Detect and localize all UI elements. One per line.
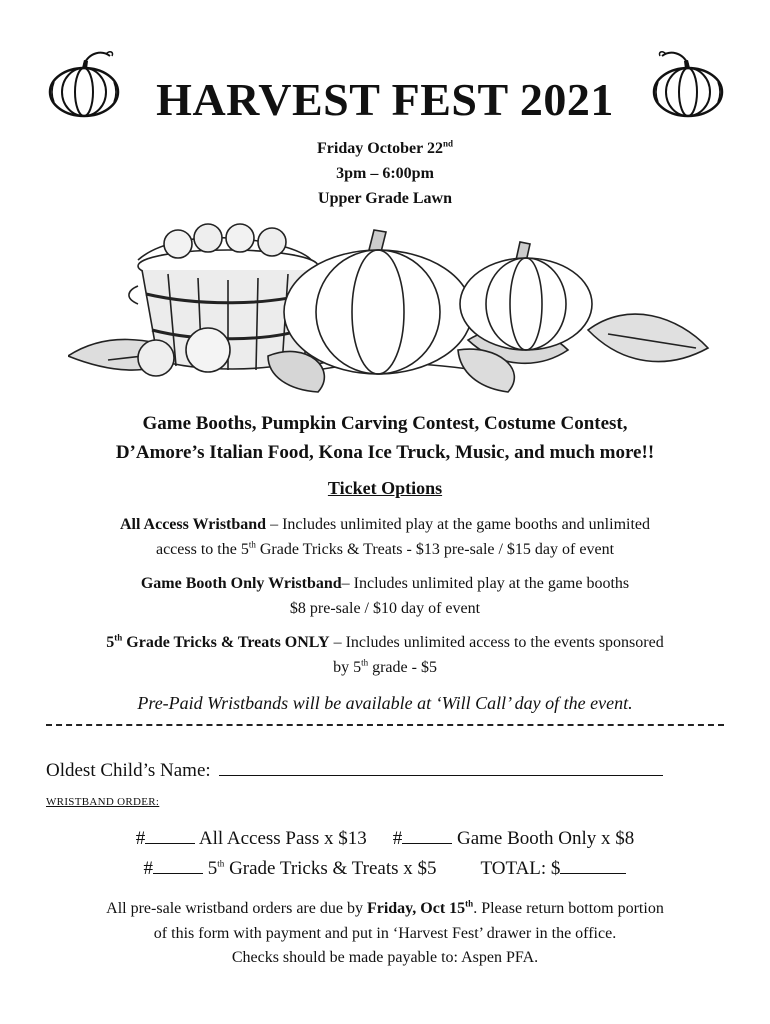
tricks-treats-label-b: Grade Tricks & Treats x $5	[224, 858, 437, 879]
wristband-order-heading: WRISTBAND ORDER:	[46, 796, 160, 808]
deadline-note	[0, 896, 770, 921]
tricks-treats-name-a: 5	[106, 634, 115, 651]
hash-symbol: #	[135, 828, 146, 849]
payment-instructions: Checks should be made payable to: Aspen PFA.	[231, 949, 539, 966]
ticket-options-heading: Ticket Options	[327, 478, 443, 498]
game-booth-desc: – Includes unlimited play at the game booths	[341, 575, 630, 592]
all-access-detail-b: Grade Tricks & Treats - $13 pre-sale / $15 day of event	[255, 541, 615, 558]
total-label: TOTAL: $	[480, 858, 561, 879]
tricks-treats-desc: – Includes unlimited access to the events sponsored	[329, 634, 664, 651]
child-name-field[interactable]	[219, 757, 663, 776]
game-booth-only-label: Game Booth Only x $8	[452, 828, 635, 849]
prepaid-note: Pre-Paid Wristbands will be available at ‘Will Call’ day of the event.	[137, 693, 633, 713]
page-title: HARVEST FEST 2021	[156, 74, 614, 125]
game-booth-name: Game Booth Only Wristband	[140, 575, 342, 592]
event-date-suffix: nd	[442, 138, 453, 149]
hash-symbol: #	[143, 858, 154, 879]
game-booth-price: $8 pre-sale / $10 day of event	[289, 600, 481, 617]
event-location: Upper Grade Lawn	[318, 190, 452, 207]
child-name-row	[46, 757, 663, 785]
event-time: 3pm – 6:00pm	[336, 165, 434, 182]
all-access-pass-label: All Access Pass x $13	[195, 828, 367, 849]
activities-line-1: Game Booths, Pumpkin Carving Contest, Costume Contest,	[142, 413, 628, 434]
tricks-treats-name	[106, 634, 329, 651]
cut-line-divider	[46, 724, 724, 726]
tricks-treats-label-a: 5	[203, 858, 218, 879]
deadline-date-text: Friday, Oct 15	[366, 900, 466, 917]
tricks-treats-name-b: Grade Tricks & Treats ONLY	[122, 634, 330, 651]
total-amount-field[interactable]	[560, 857, 626, 874]
ordinal-suffix: th	[217, 858, 225, 869]
ordinal-suffix: th	[248, 539, 256, 550]
all-access-option-detail	[0, 537, 770, 562]
tricks-treats-detail	[0, 655, 770, 680]
hash-symbol: #	[392, 828, 403, 849]
child-name-label: Oldest Child’s Name:	[46, 760, 211, 781]
event-date	[0, 136, 770, 161]
deadline-text-a: All pre-sale wristband orders are due by	[106, 900, 367, 917]
return-instructions: of this form with payment and put in ‘Harvest Fest’ drawer in the office.	[153, 925, 617, 942]
tricks-treats-qty-field[interactable]	[153, 857, 203, 874]
ordinal-suffix: th	[114, 632, 123, 643]
game-booth-qty-field[interactable]	[402, 827, 452, 844]
order-row-1	[0, 825, 770, 853]
tricks-treats-option	[0, 630, 770, 655]
ordinal-suffix: th	[465, 898, 474, 909]
ordinal-suffix: th	[361, 657, 369, 668]
harvest-illustration	[68, 220, 716, 398]
all-access-qty-field[interactable]	[145, 827, 195, 844]
order-row-2	[0, 855, 770, 883]
activities-line-2: D’Amore’s Italian Food, Kona Ice Truck, Music, and much more!!	[115, 442, 655, 463]
all-access-desc: – Includes unlimited play at the game booths and unlimited	[266, 516, 650, 533]
all-access-name: All Access Wristband	[119, 516, 267, 533]
deadline-date	[367, 900, 473, 917]
game-booth-option	[0, 571, 770, 596]
tricks-treats-detail-a: by 5	[333, 659, 362, 676]
all-access-option	[0, 512, 770, 537]
event-date-text: Friday October 22	[317, 140, 443, 157]
all-access-detail-a: access to the 5	[155, 541, 249, 558]
tricks-treats-detail-b: grade - $5	[368, 659, 437, 676]
deadline-text-b: . Please return bottom portion	[473, 900, 664, 917]
